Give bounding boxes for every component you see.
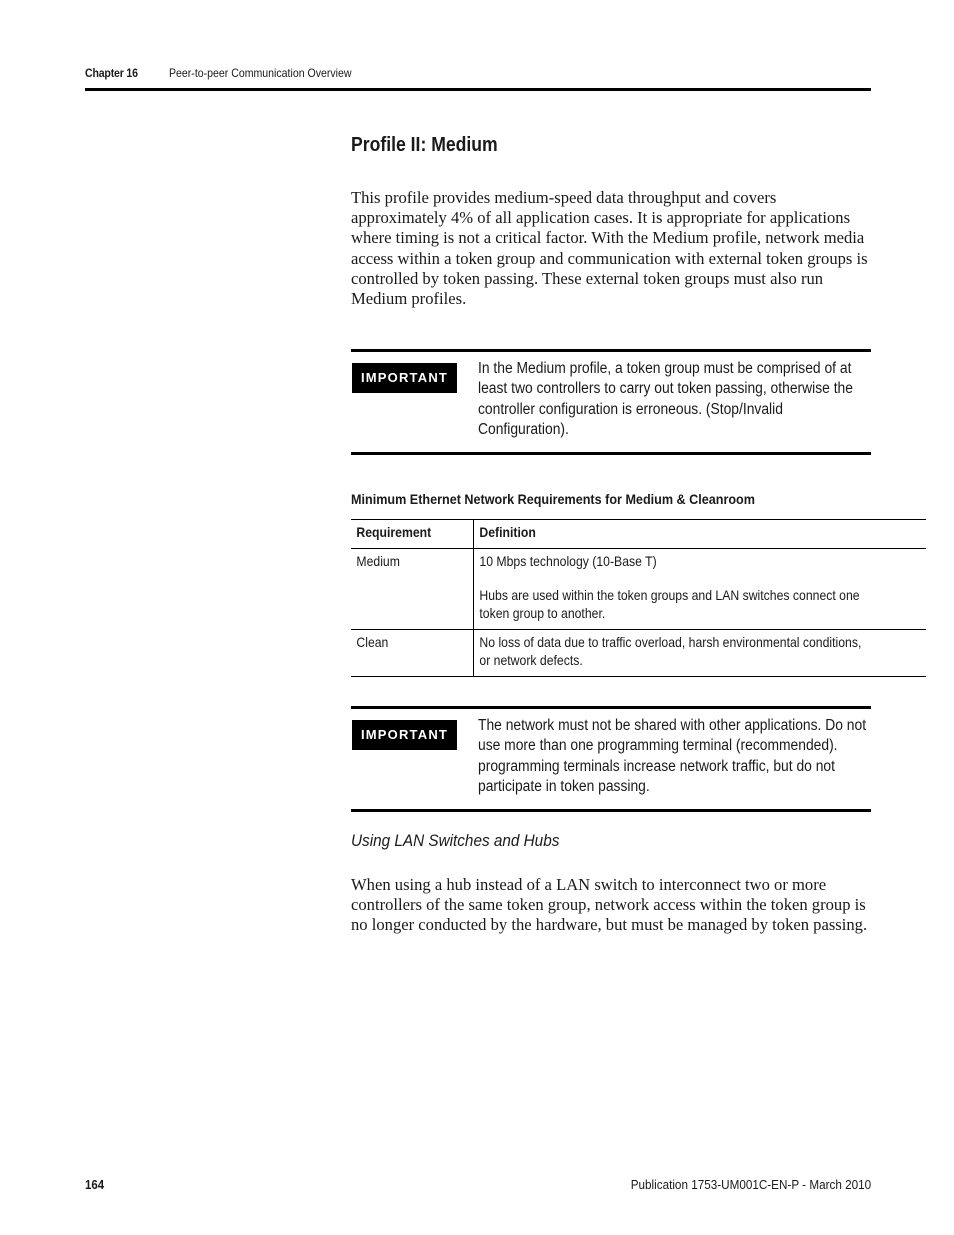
row-medium-definition	[474, 549, 927, 630]
section-title: Profile II: Medium	[351, 134, 498, 156]
page-number: 164	[85, 1177, 105, 1192]
header-definition: Definition	[479, 525, 536, 540]
row-clean-definition: No loss of data due to traffic overload, harsh environmental conditions, or network defects.	[479, 635, 862, 668]
intro-paragraph: This profile provides medium-speed data throughput and covers approximately 4% of all application cases. It is appropriate for applications where timing is not a critical factor. With the Medium profile, network media access within a token group and communication with external token groups is controlled by token passing. These external token groups must also run Medium profiles.	[351, 188, 868, 309]
row-clean-requirement: Clean	[351, 630, 474, 677]
important-2-text: The network must not be shared with other applications. Do not use more than one programming terminal (recommended). programming terminals increase network traffic, but do not participate in token passing.	[478, 717, 867, 795]
header-rule	[85, 88, 871, 91]
row-medium-definition-1: 10 Mbps technology (10-Base T)	[479, 554, 657, 569]
publication-info: Publication 1753-UM001C-EN-P - March 2010	[630, 1177, 871, 1192]
table-row	[351, 630, 926, 677]
table-header-row	[351, 520, 926, 549]
important-1-top-rule	[351, 349, 871, 352]
table-caption: Minimum Ethernet Network Requirements for Medium & Cleanroom	[351, 491, 755, 507]
important-1-bottom-rule	[351, 452, 871, 455]
important-2-bottom-rule	[351, 809, 871, 812]
header-requirement: Requirement	[351, 520, 474, 549]
important-2-top-rule	[351, 706, 871, 709]
important-1-badge: IMPORTANT	[352, 363, 457, 393]
table-row	[351, 549, 926, 630]
important-1-text: In the Medium profile, a token group must be comprised of at least two controllers to carry out token passing, otherwise the controller configuration is erroneous. (Stop/Invalid Configuration).	[478, 360, 853, 438]
row-medium-requirement: Medium	[351, 549, 474, 630]
hub-paragraph: When using a hub instead of a LAN switch to interconnect two or more controllers of the same token group, network access within the token group is no longer conducted by the hardware, but must be managed by token passing.	[351, 875, 868, 935]
important-2-badge: IMPORTANT	[352, 720, 457, 750]
subsection-title: Using LAN Switches and Hubs	[351, 831, 560, 850]
row-medium-definition-2: Hubs are used within the token groups and LAN switches connect one token group to another.	[479, 588, 860, 621]
chapter-label: Chapter 16	[85, 66, 138, 80]
chapter-title: Peer-to-peer Communication Overview	[169, 66, 352, 80]
requirements-table	[351, 519, 926, 677]
